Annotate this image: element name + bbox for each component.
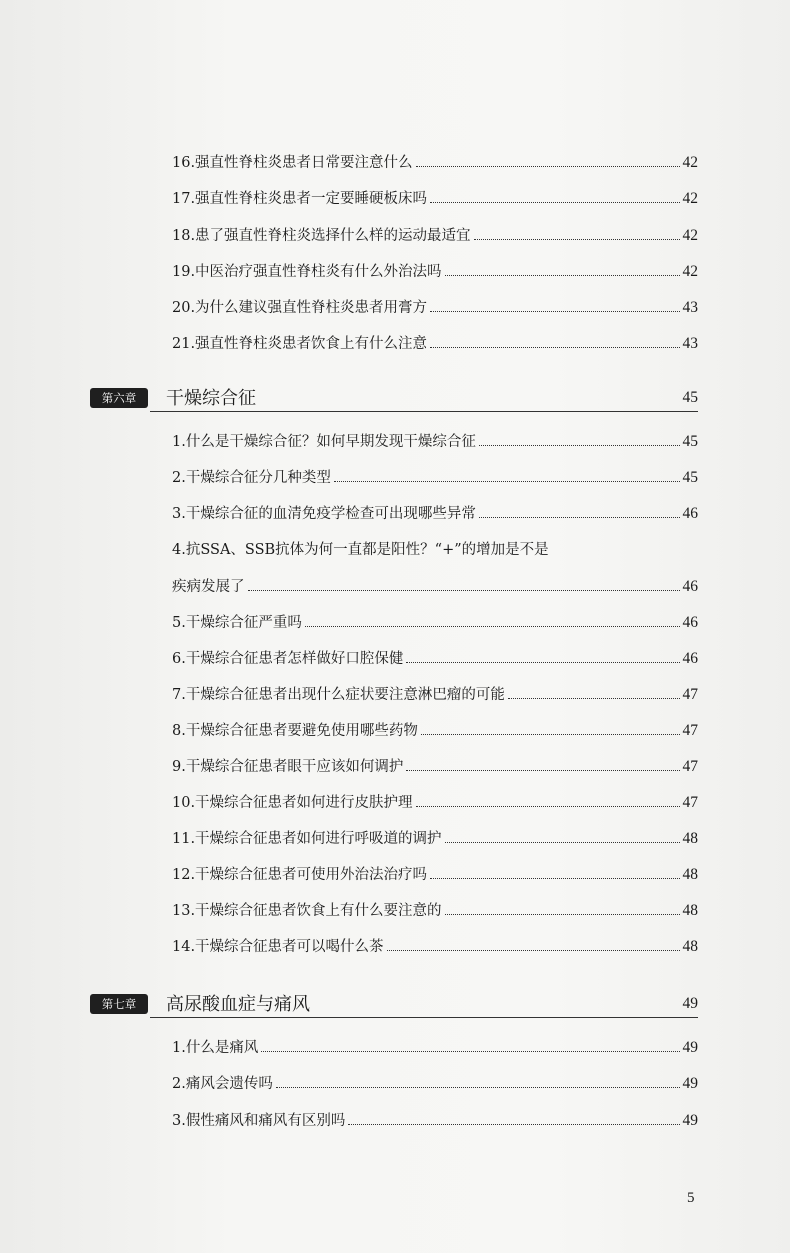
toc-entry[interactable] bbox=[172, 425, 698, 451]
chapter-rule bbox=[150, 1017, 698, 1018]
toc-entry[interactable] bbox=[172, 219, 698, 245]
toc-entry-title: 1.什么是痛风 bbox=[172, 1040, 259, 1056]
toc-entry-page: 45 bbox=[682, 469, 698, 486]
toc-entry-page: 48 bbox=[682, 830, 698, 847]
chapter-page: 45 bbox=[682, 389, 698, 406]
toc-entry[interactable] bbox=[172, 714, 698, 740]
toc-entry-page: 43 bbox=[682, 299, 698, 316]
toc-entry-title: 8.干燥综合征患者要避免使用哪些药物 bbox=[172, 723, 418, 739]
toc-entry-title: 4.抗SSA、SSB抗体为何一直都是阳性？“+”的增加是不是 bbox=[172, 542, 549, 558]
toc-entry-page: 42 bbox=[682, 190, 698, 207]
toc-entry-page: 42 bbox=[682, 154, 698, 171]
chapter-title: 高尿酸血症与痛风 bbox=[166, 994, 310, 1015]
toc-entry-title: 16.强直性脊柱炎患者日常要注意什么 bbox=[172, 155, 413, 171]
toc-entry[interactable] bbox=[172, 894, 698, 920]
leader-dots bbox=[416, 165, 680, 167]
toc-entry-title: 14.干燥综合征患者可以喝什么茶 bbox=[172, 939, 384, 955]
toc-entry[interactable] bbox=[172, 678, 698, 704]
toc-entry[interactable] bbox=[172, 497, 698, 523]
leader-dots bbox=[474, 238, 680, 240]
chapter-badge: 第六章 bbox=[90, 388, 148, 408]
toc-entry[interactable] bbox=[172, 606, 698, 632]
toc-entry[interactable] bbox=[172, 858, 698, 884]
toc-entry-title: 1.什么是干燥综合征？如何早期发现干燥综合征 bbox=[172, 434, 476, 450]
toc-entry[interactable] bbox=[172, 1031, 698, 1057]
toc-entry-title: 5.干燥综合征严重吗 bbox=[172, 615, 302, 631]
toc-entry[interactable] bbox=[172, 1104, 698, 1130]
toc-entry-page: 47 bbox=[682, 758, 698, 775]
toc-entry-title: 9.干燥综合征患者眼干应该如何调护 bbox=[172, 759, 404, 775]
leader-dots bbox=[261, 1050, 679, 1052]
toc-entry-title: 11.干燥综合征患者如何进行呼吸道的调护 bbox=[172, 831, 442, 847]
toc-entry-title: 21.强直性脊柱炎患者饮食上有什么注意 bbox=[172, 336, 428, 352]
page-number: 5 bbox=[687, 1190, 695, 1206]
toc-entry[interactable] bbox=[172, 750, 698, 776]
toc-entry-title: 疾病发展了 bbox=[172, 579, 245, 595]
leader-dots bbox=[248, 589, 680, 591]
toc-entry[interactable] bbox=[172, 291, 698, 317]
leader-dots bbox=[406, 769, 679, 771]
toc-entry-title: 19.中医治疗强直性脊柱炎有什么外治法吗 bbox=[172, 264, 442, 280]
toc-entry[interactable] bbox=[172, 822, 698, 848]
toc-entry-page: 48 bbox=[682, 902, 698, 919]
toc-entry[interactable] bbox=[172, 461, 698, 487]
toc-entry[interactable] bbox=[172, 1067, 698, 1093]
toc-entry-title: 17.强直性脊柱炎患者一定要睡硬板床吗 bbox=[172, 191, 428, 207]
toc-entry-page: 49 bbox=[682, 1039, 698, 1056]
leader-dots bbox=[445, 841, 680, 843]
toc-entry[interactable] bbox=[172, 786, 698, 812]
toc-entry-page: 46 bbox=[682, 578, 698, 595]
chapter-rule bbox=[150, 411, 698, 412]
toc-entry[interactable] bbox=[172, 642, 698, 668]
toc-entry[interactable] bbox=[172, 182, 698, 208]
leader-dots bbox=[430, 346, 679, 348]
leader-dots bbox=[445, 913, 680, 915]
toc-entry[interactable] bbox=[172, 146, 698, 172]
toc-entry[interactable] bbox=[172, 930, 698, 956]
toc-entry-title: 20.为什么建议强直性脊柱炎患者用膏方 bbox=[172, 300, 428, 316]
leader-dots bbox=[276, 1086, 680, 1088]
toc-entry[interactable] bbox=[172, 533, 698, 559]
leader-dots bbox=[479, 516, 680, 518]
toc-entry-title: 18.患了强直性脊柱炎选择什么样的运动最适宜 bbox=[172, 228, 471, 244]
toc-entry-page: 43 bbox=[682, 335, 698, 352]
leader-dots bbox=[416, 805, 680, 807]
leader-dots bbox=[348, 1123, 679, 1125]
toc-entry-page: 42 bbox=[682, 263, 698, 280]
toc-entry-page: 48 bbox=[682, 938, 698, 955]
toc-entry-page: 46 bbox=[682, 505, 698, 522]
toc-entry-page: 49 bbox=[682, 1075, 698, 1092]
toc-entry-title: 6.干燥综合征患者怎样做好口腔保健 bbox=[172, 651, 404, 667]
chapter-title: 干燥综合征 bbox=[166, 388, 256, 409]
toc-entry-title: 3.假性痛风和痛风有区别吗 bbox=[172, 1113, 346, 1129]
toc-entry-title: 10.干燥综合征患者如何进行皮肤护理 bbox=[172, 795, 413, 811]
toc-entry-continued[interactable] bbox=[172, 570, 698, 596]
toc-entry-page: 47 bbox=[682, 794, 698, 811]
toc-entry-title: 12.干燥综合征患者可使用外治法治疗吗 bbox=[172, 867, 428, 883]
chapter-heading[interactable] bbox=[90, 382, 698, 412]
toc-entry-title: 3.干燥综合征的血清免疫学检查可出现哪些异常 bbox=[172, 506, 476, 522]
toc-entry-page: 42 bbox=[682, 227, 698, 244]
chapter-badge: 第七章 bbox=[90, 994, 148, 1014]
toc-entry-title: 2.痛风会遗传吗 bbox=[172, 1076, 273, 1092]
toc-entry[interactable] bbox=[172, 255, 698, 281]
leader-dots bbox=[508, 697, 680, 699]
leader-dots bbox=[445, 274, 680, 276]
leader-dots bbox=[430, 201, 679, 203]
toc-entry-page: 45 bbox=[682, 433, 698, 450]
leader-dots bbox=[479, 444, 680, 446]
toc-entry-page: 47 bbox=[682, 722, 698, 739]
toc-entry-page: 49 bbox=[682, 1112, 698, 1129]
chapter-page: 49 bbox=[682, 995, 698, 1012]
toc-entry-page: 46 bbox=[682, 650, 698, 667]
leader-dots bbox=[430, 310, 679, 312]
toc-entry-title: 13.干燥综合征患者饮食上有什么要注意的 bbox=[172, 903, 442, 919]
leader-dots bbox=[334, 480, 680, 482]
toc-entry-page: 46 bbox=[682, 614, 698, 631]
toc-entry-page: 48 bbox=[682, 866, 698, 883]
leader-dots bbox=[406, 661, 679, 663]
toc-entry-title: 2.干燥综合征分几种类型 bbox=[172, 470, 331, 486]
chapter-heading[interactable] bbox=[90, 988, 698, 1018]
toc-entry-title: 7.干燥综合征患者出现什么症状要注意淋巴瘤的可能 bbox=[172, 687, 505, 703]
toc-entry-page: 47 bbox=[682, 686, 698, 703]
leader-dots bbox=[430, 877, 679, 879]
toc-entry[interactable] bbox=[172, 327, 698, 353]
leader-dots bbox=[305, 625, 680, 627]
leader-dots bbox=[421, 733, 680, 735]
leader-dots bbox=[387, 949, 680, 951]
